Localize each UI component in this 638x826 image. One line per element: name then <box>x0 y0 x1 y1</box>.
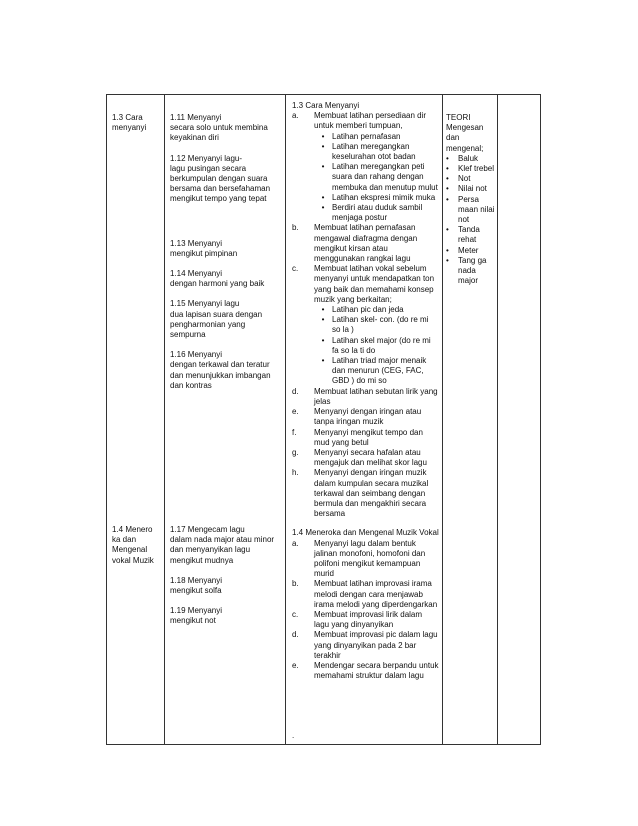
notes-column <box>443 95 498 745</box>
activity-item <box>292 223 439 264</box>
bullet-text: Latihan meregangkan peti suara dan rahang dengan membuka dan menutup mulut <box>332 162 438 192</box>
syllabus-table <box>106 94 541 745</box>
bullet-text: Berdiri atau duduk sambil menjaga postur <box>332 203 423 223</box>
item-text: Membuat latihan sebutan lirik yang jelas <box>314 386 438 406</box>
bullet-icon: • <box>321 335 325 345</box>
sec14-standard <box>170 606 282 626</box>
standard-description: mengikut solfa <box>170 586 222 596</box>
item-text: Menyanyi dengan iringan atau tanpa iringan muzik <box>314 407 422 427</box>
sec14-standard <box>170 525 282 566</box>
standard-description: mengikut pimpinan <box>170 248 238 258</box>
sec13-standard <box>170 113 282 144</box>
standard-code: 1.16 Menyanyi <box>170 350 223 360</box>
bullet-icon: • <box>321 141 325 151</box>
sec13-standard <box>170 154 282 205</box>
bullet-icon: • <box>446 194 449 204</box>
bullet-icon: • <box>321 203 325 213</box>
theory-bullet <box>446 184 495 194</box>
activity-item <box>292 610 439 630</box>
standard-description: dengan terkawal dan teratur dan menunjukkan imbangan dan kontras <box>170 360 271 390</box>
bullet-icon: • <box>321 131 325 141</box>
standard-code: 1.18 Menyanyi <box>170 575 223 585</box>
sec13-standard <box>170 269 282 289</box>
activity-item <box>292 468 439 519</box>
standard-code: 1.17 Mengecam lagu <box>170 525 245 534</box>
standard-description: mengikut not <box>170 616 216 626</box>
standard-description: dalam nada major atau minor dan menyanyikan lagu mengikut mudnya <box>170 535 275 565</box>
bullet-text: Latihan meregangkan keselurahan otot badan <box>332 141 416 162</box>
bullet-text: Latihan pic dan jeda <box>332 305 404 315</box>
remarks-column <box>498 95 541 745</box>
item-text: Menyanyi dengan iringan muzik dalam kumpulan secara muzikal terkawal dan seimbang dengan bermula dan mengakhiri secara bersama <box>314 468 429 519</box>
bullet-text: Latihan triad major menaik dan menurun (CEG, FAC, GBD ) do mi so <box>332 356 427 386</box>
item-text: Membuat latihan persediaan dir untuk memberi tumpuan, <box>314 111 427 131</box>
theory-bullet-text: Persa maan nilai not <box>458 194 495 225</box>
activity-column <box>286 95 443 745</box>
bullet-icon: • <box>446 245 449 255</box>
standard-code: 1.13 Menyanyi <box>170 238 223 248</box>
activities-1-3 <box>292 111 439 519</box>
theory-bullet-text: Nilai not <box>458 184 487 194</box>
theory-bullet-text: Klef trebel <box>458 164 495 174</box>
activity-item <box>292 579 439 610</box>
item-marker: a. <box>292 111 299 121</box>
theory-notes <box>446 113 495 286</box>
bullet-item <box>292 336 439 356</box>
item-marker: e. <box>292 660 299 670</box>
bullet-icon: • <box>446 164 449 174</box>
theory-line: TEORI <box>446 113 471 122</box>
bullet-item <box>292 356 439 387</box>
item-text: Membuat latihan vokal sebelum menyanyi untuk mendapatkan ton yang baik dan memahami konsep muzik yang berkaitan; <box>314 264 435 304</box>
theory-bullet <box>446 164 495 174</box>
item-marker: e. <box>292 407 299 417</box>
theory-line: mengenal; <box>446 143 484 153</box>
bullet-icon: • <box>321 315 325 325</box>
item-marker: a. <box>292 538 299 548</box>
item-text: Membuat improvasi pic dalam lagu yang dinyanyikan pada 2 bar terakhir <box>314 630 438 660</box>
bullet-icon: • <box>446 174 449 184</box>
bullet-text: Latihan pernafasan <box>332 131 401 141</box>
item-marker: b. <box>292 223 299 233</box>
bullet-icon: • <box>446 255 449 265</box>
bullet-item <box>292 132 439 142</box>
item-text: Menyanyi secara hafalan atau mengajuk dan melihat skor lagu <box>314 447 427 468</box>
activity-item <box>292 264 439 305</box>
bullet-icon: • <box>446 184 449 194</box>
activity-item <box>292 630 439 661</box>
standard-code: 1.14 Menyanyi <box>170 269 223 279</box>
activities-1-4 <box>292 539 439 682</box>
activity-item <box>292 448 439 468</box>
standards-1-4 <box>170 525 282 637</box>
item-marker: d. <box>292 630 299 640</box>
theory-bullet-text: Baluk <box>458 153 479 163</box>
standard-description: dengan harmoni yang baik <box>170 279 265 289</box>
topic-column <box>107 95 165 745</box>
bullet-text: Latihan skel major (do re mi fa so la ti do <box>332 335 431 355</box>
bullet-item <box>292 203 439 223</box>
bullet-icon: • <box>321 305 325 315</box>
standard-description: lagu pusingan secara berkumpulan dengan suara bersama dan bersefahaman mengikut tempo yang tepat <box>170 163 271 204</box>
item-text: Menyanyi lagu dalam bentuk jalinan monofoni, homofoni dan polifoni mengikut kemampuan murid <box>314 538 426 579</box>
standards-1-3 <box>170 113 282 391</box>
bullet-item <box>292 193 439 203</box>
activity-item <box>292 407 439 427</box>
activity-heading-1-4: 1.4 Meneroka dan Mengenal Muzik Vokal <box>292 528 439 538</box>
learning-standard-column <box>165 95 286 745</box>
theory-line: Mengesan <box>446 123 484 133</box>
bullet-icon: • <box>321 162 325 172</box>
standard-code: 1.15 Menyanyi lagu <box>170 299 240 309</box>
item-text: Menyanyi mengikut tempo dan mud yang betul <box>314 427 423 447</box>
theory-bullet <box>446 154 495 164</box>
bullet-icon: • <box>321 192 325 202</box>
sec13-standard <box>170 299 282 340</box>
item-text: Mendengar secara berpandu untuk memahami struktur dalam lagu <box>314 660 439 681</box>
sec14-standard <box>170 576 282 596</box>
standard-code: 1.11 Menyanyi <box>170 113 222 122</box>
item-text: Membuat latihan improvasi irama melodi dengan cara menjawab irama melodi yang diperdengarkan <box>314 579 438 609</box>
trailing-dot: . <box>292 731 295 740</box>
bullet-item <box>292 142 439 162</box>
activity-item <box>292 539 439 580</box>
item-text: Membuat improvasi lirik dalam lagu yang dinyanyikan <box>314 609 423 630</box>
bullet-item <box>292 315 439 335</box>
item-marker: g. <box>292 447 299 457</box>
item-marker: c. <box>292 609 299 619</box>
bullet-item <box>292 162 439 193</box>
theory-bullet <box>446 256 495 287</box>
theory-bullet-text: Tang ga nada major <box>458 255 487 286</box>
bullet-item <box>292 305 439 315</box>
item-marker: b. <box>292 579 299 589</box>
bullet-text: Latihan ekspresi mimik muka <box>332 192 436 202</box>
standard-code: 1.12 Menyanyi lagu- <box>170 153 243 163</box>
sec13-standard <box>170 350 282 391</box>
topic-1-3: 1.3 Cara menyanyi <box>112 113 147 133</box>
theory-bullet-text: Not <box>458 174 471 184</box>
theory-bullet <box>446 225 495 245</box>
bullet-icon: • <box>321 356 325 366</box>
item-marker: c. <box>292 264 299 274</box>
topic-1-4: 1.4 Menero ka dan Mengenal vokal Muzik <box>112 525 154 565</box>
theory-line: dan <box>446 133 460 143</box>
item-marker: d. <box>292 386 299 396</box>
standard-code: 1.19 Menyanyi <box>170 606 223 616</box>
sec13-standard <box>170 239 282 259</box>
theory-bullet <box>446 174 495 184</box>
bullet-text: Latihan skel- con. (do re mi so la ) <box>332 315 429 335</box>
theory-bullet-text: Tanda rehat <box>458 225 480 245</box>
activity-item <box>292 111 439 131</box>
theory-bullet <box>446 246 495 256</box>
standard-description: dua lapisan suara dengan pengharmonian yang sempurna <box>170 309 263 340</box>
item-marker: f. <box>292 427 297 437</box>
activity-item <box>292 661 439 681</box>
activity-item <box>292 428 439 448</box>
item-marker: h. <box>292 468 299 478</box>
theory-bullet <box>446 195 495 226</box>
item-text: Membuat latihan pernafasan mengawal diafragma dengan mengikut kirsan atau menggunakan rangkai lagu <box>314 223 418 264</box>
theory-bullet-text: Meter <box>458 245 479 255</box>
bullet-icon: • <box>446 225 449 235</box>
bullet-icon: • <box>446 153 449 163</box>
standard-description: secara solo untuk membina keyakinan diri <box>170 123 268 143</box>
activity-heading-1-3: 1.3 Cara Menyanyi <box>292 101 360 110</box>
activity-item <box>292 387 439 407</box>
